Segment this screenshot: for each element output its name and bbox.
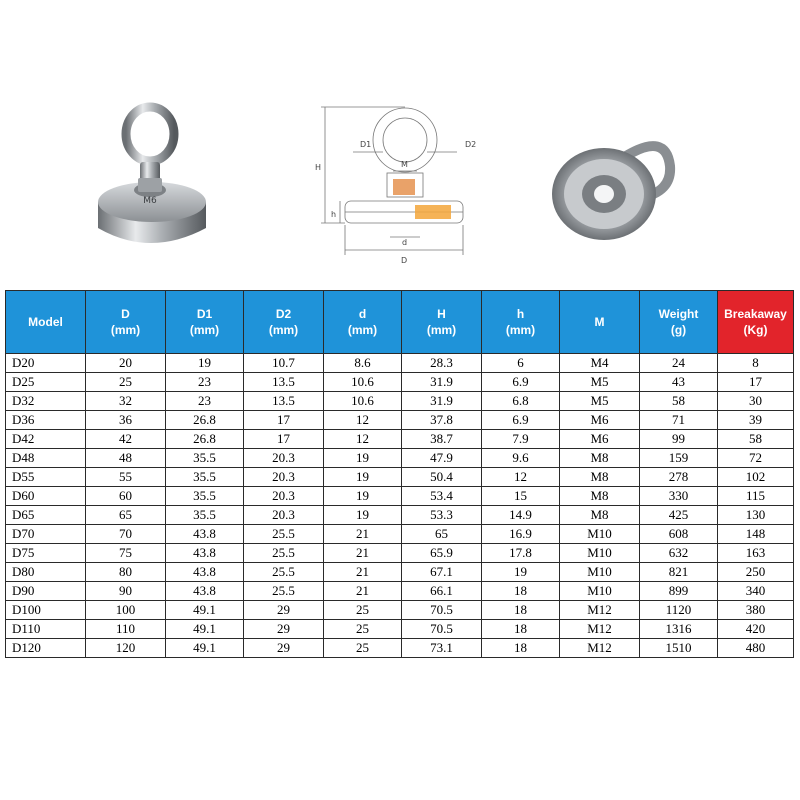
table-cell: 23 xyxy=(166,392,244,411)
label-h-base: h xyxy=(331,210,337,219)
column-header-label: M xyxy=(594,314,605,329)
table-cell: 130 xyxy=(718,506,794,525)
table-cell: 30 xyxy=(718,392,794,411)
table-cell: 6 xyxy=(482,354,560,373)
table-row xyxy=(6,620,794,639)
table-cell: 420 xyxy=(718,620,794,639)
table-cell: 39 xyxy=(718,411,794,430)
column-header-label: D2 xyxy=(275,306,292,321)
table-cell: 19 xyxy=(166,354,244,373)
table-cell: 20.3 xyxy=(244,449,324,468)
table-cell: 65 xyxy=(402,525,482,544)
table-cell: 899 xyxy=(640,582,718,601)
column-header-label: d xyxy=(358,306,367,321)
table-cell: 480 xyxy=(718,639,794,658)
table-row xyxy=(6,582,794,601)
table-cell: 71 xyxy=(640,411,718,430)
column-header-unit: (mm) xyxy=(110,323,141,337)
model-cell: D100 xyxy=(6,601,86,620)
table-cell: 632 xyxy=(640,544,718,563)
model-cell: D32 xyxy=(6,392,86,411)
table-cell: 29 xyxy=(244,601,324,620)
table-row xyxy=(6,506,794,525)
table-cell: 21 xyxy=(324,563,402,582)
model-cell: D60 xyxy=(6,487,86,506)
table-cell: 31.9 xyxy=(402,373,482,392)
table-cell: 7.9 xyxy=(482,430,560,449)
table-cell: 35.5 xyxy=(166,468,244,487)
column-header-h xyxy=(402,291,482,354)
table-cell: M12 xyxy=(560,601,640,620)
table-cell: 14.9 xyxy=(482,506,560,525)
table-cell: 47.9 xyxy=(402,449,482,468)
table-cell: 65.9 xyxy=(402,544,482,563)
table-cell: 58 xyxy=(718,430,794,449)
table-cell: 55 xyxy=(86,468,166,487)
table-cell: 6.9 xyxy=(482,411,560,430)
table-cell: 24 xyxy=(640,354,718,373)
table-cell: 60 xyxy=(86,487,166,506)
table-cell: 15 xyxy=(482,487,560,506)
model-cell: D65 xyxy=(6,506,86,525)
model-cell: D120 xyxy=(6,639,86,658)
table-cell: 18 xyxy=(482,620,560,639)
table-row xyxy=(6,601,794,620)
table-cell: M12 xyxy=(560,639,640,658)
column-header-m xyxy=(560,291,640,354)
table-cell: 18 xyxy=(482,639,560,658)
column-header-weight xyxy=(640,291,718,354)
table-cell: M6 xyxy=(560,411,640,430)
table-row xyxy=(6,392,794,411)
table-cell: 35.5 xyxy=(166,506,244,525)
table-cell: 21 xyxy=(324,582,402,601)
table-cell: M10 xyxy=(560,525,640,544)
table-cell: 12 xyxy=(482,468,560,487)
table-cell: 25 xyxy=(324,620,402,639)
table-row xyxy=(6,639,794,658)
column-header-unit: (mm) xyxy=(189,323,220,337)
table-cell: 120 xyxy=(86,639,166,658)
column-header-label: H xyxy=(437,306,446,321)
table-cell: 66.1 xyxy=(402,582,482,601)
table-row xyxy=(6,354,794,373)
table-cell: M8 xyxy=(560,449,640,468)
table-cell: 72 xyxy=(718,449,794,468)
column-header-unit: (mm) xyxy=(505,323,536,337)
table-cell: 20.3 xyxy=(244,468,324,487)
column-header-label: h xyxy=(516,306,525,321)
table-cell: 159 xyxy=(640,449,718,468)
label-d2: D2 xyxy=(465,140,477,149)
column-header-h xyxy=(482,291,560,354)
table-cell: 70.5 xyxy=(402,620,482,639)
table-cell: 21 xyxy=(324,544,402,563)
table-cell: 19 xyxy=(324,449,402,468)
column-header-d1 xyxy=(166,291,244,354)
table-cell: M6 xyxy=(560,430,640,449)
table-cell: 20.3 xyxy=(244,506,324,525)
column-header-breakaway xyxy=(718,291,794,354)
dimension-drawing xyxy=(305,95,500,275)
table-cell: 18 xyxy=(482,601,560,620)
table-cell: 19 xyxy=(482,563,560,582)
table-cell: M10 xyxy=(560,544,640,563)
model-cell: D42 xyxy=(6,430,86,449)
column-header-d2 xyxy=(244,291,324,354)
table-cell: 25.5 xyxy=(244,525,324,544)
table-cell: 17 xyxy=(718,373,794,392)
table-cell: 20.3 xyxy=(244,487,324,506)
table-cell: 53.3 xyxy=(402,506,482,525)
table-cell: 10.6 xyxy=(324,373,402,392)
table-cell: 43 xyxy=(640,373,718,392)
model-cell: D36 xyxy=(6,411,86,430)
table-cell: 36 xyxy=(86,411,166,430)
table-row xyxy=(6,411,794,430)
table-cell: 67.1 xyxy=(402,563,482,582)
table-cell: 73.1 xyxy=(402,639,482,658)
table-cell: 148 xyxy=(718,525,794,544)
label-m: M xyxy=(401,160,408,169)
table-cell: M8 xyxy=(560,468,640,487)
table-cell: 330 xyxy=(640,487,718,506)
table-row xyxy=(6,468,794,487)
table-cell: 49.1 xyxy=(166,601,244,620)
table-cell: 35.5 xyxy=(166,449,244,468)
table-cell: 115 xyxy=(718,487,794,506)
table-cell: 32 xyxy=(86,392,166,411)
column-header-label: Breakaway xyxy=(724,306,787,321)
table-cell: 100 xyxy=(86,601,166,620)
table-row xyxy=(6,430,794,449)
model-cell: D110 xyxy=(6,620,86,639)
table-cell: M5 xyxy=(560,392,640,411)
table-row xyxy=(6,525,794,544)
table-cell: 278 xyxy=(640,468,718,487)
table-cell: M8 xyxy=(560,506,640,525)
model-cell: D90 xyxy=(6,582,86,601)
magnet-photo-front xyxy=(92,100,212,260)
table-cell: 380 xyxy=(718,601,794,620)
table-cell: 10.6 xyxy=(324,392,402,411)
table-cell: 21 xyxy=(324,525,402,544)
table-cell: 17 xyxy=(244,411,324,430)
table-cell: M5 xyxy=(560,373,640,392)
model-cell: D75 xyxy=(6,544,86,563)
table-cell: 43.8 xyxy=(166,563,244,582)
table-cell: 12 xyxy=(324,411,402,430)
column-header-unit: (mm) xyxy=(347,323,378,337)
table-cell: 110 xyxy=(86,620,166,639)
model-cell: D25 xyxy=(6,373,86,392)
table-cell: 10.7 xyxy=(244,354,324,373)
table-cell: 163 xyxy=(718,544,794,563)
table-cell: 1120 xyxy=(640,601,718,620)
table-cell: 70 xyxy=(86,525,166,544)
table-cell: 12 xyxy=(324,430,402,449)
model-cell: D70 xyxy=(6,525,86,544)
column-header-label: Model xyxy=(28,314,63,329)
table-cell: 6.9 xyxy=(482,373,560,392)
table-cell: 65 xyxy=(86,506,166,525)
column-header-unit: (mm) xyxy=(268,323,299,337)
table-cell: 23 xyxy=(166,373,244,392)
table-cell: 8 xyxy=(718,354,794,373)
table-cell: 19 xyxy=(324,487,402,506)
table-cell: 31.9 xyxy=(402,392,482,411)
table-row xyxy=(6,449,794,468)
table-cell: M12 xyxy=(560,620,640,639)
table-cell: 102 xyxy=(718,468,794,487)
model-cell: D55 xyxy=(6,468,86,487)
table-cell: 53.4 xyxy=(402,487,482,506)
table-cell: 18 xyxy=(482,582,560,601)
table-cell: 80 xyxy=(86,563,166,582)
column-header-model xyxy=(6,291,86,354)
table-cell: 25.5 xyxy=(244,544,324,563)
table-cell: 13.5 xyxy=(244,392,324,411)
table-cell: 425 xyxy=(640,506,718,525)
column-header-d xyxy=(86,291,166,354)
product-figures xyxy=(0,0,800,290)
table-cell: 48 xyxy=(86,449,166,468)
table-cell: 6.8 xyxy=(482,392,560,411)
column-header-unit: (Kg) xyxy=(743,323,768,337)
table-cell: 17 xyxy=(244,430,324,449)
table-cell: 17.8 xyxy=(482,544,560,563)
column-header-unit: (g) xyxy=(670,323,687,337)
table-row xyxy=(6,544,794,563)
column-header-label: D xyxy=(121,306,130,321)
table-cell: 1316 xyxy=(640,620,718,639)
photo-stamp: M6 xyxy=(143,196,157,206)
table-cell: 43.8 xyxy=(166,582,244,601)
label-d1: D1 xyxy=(360,140,372,149)
table-body xyxy=(6,354,794,658)
table-cell: 16.9 xyxy=(482,525,560,544)
table-cell: 25.5 xyxy=(244,563,324,582)
table-cell: 608 xyxy=(640,525,718,544)
table-cell: 821 xyxy=(640,563,718,582)
table-header-row xyxy=(6,291,794,354)
table-cell: M10 xyxy=(560,563,640,582)
model-cell: D48 xyxy=(6,449,86,468)
table-cell: 70.5 xyxy=(402,601,482,620)
table-cell: 26.8 xyxy=(166,430,244,449)
table-cell: 75 xyxy=(86,544,166,563)
column-header-d xyxy=(324,291,402,354)
table-cell: 35.5 xyxy=(166,487,244,506)
table-cell: 50.4 xyxy=(402,468,482,487)
table-cell: 19 xyxy=(324,506,402,525)
table-cell: 38.7 xyxy=(402,430,482,449)
table-cell: 20 xyxy=(86,354,166,373)
table-cell: 1510 xyxy=(640,639,718,658)
magnet-photo-back xyxy=(548,128,676,248)
table-cell: 37.8 xyxy=(402,411,482,430)
table-cell: 28.3 xyxy=(402,354,482,373)
label-h-total: H xyxy=(315,163,322,172)
table-row xyxy=(6,563,794,582)
table-cell: 8.6 xyxy=(324,354,402,373)
table-cell: M8 xyxy=(560,487,640,506)
table-cell: M4 xyxy=(560,354,640,373)
table-cell: 25 xyxy=(324,601,402,620)
table-cell: 26.8 xyxy=(166,411,244,430)
table-cell: 58 xyxy=(640,392,718,411)
table-cell: 13.5 xyxy=(244,373,324,392)
column-header-unit: (mm) xyxy=(426,323,457,337)
label-d-outer: D xyxy=(401,256,408,265)
table-cell: M10 xyxy=(560,582,640,601)
label-d-inner: d xyxy=(402,238,408,247)
table-cell: 90 xyxy=(86,582,166,601)
table-cell: 43.8 xyxy=(166,544,244,563)
specification-table xyxy=(5,290,794,658)
table-cell: 25 xyxy=(86,373,166,392)
table-cell: 29 xyxy=(244,639,324,658)
model-cell: D20 xyxy=(6,354,86,373)
table-cell: 19 xyxy=(324,468,402,487)
column-header-label: D1 xyxy=(196,306,213,321)
table-cell: 42 xyxy=(86,430,166,449)
table-cell: 99 xyxy=(640,430,718,449)
table-cell: 25 xyxy=(324,639,402,658)
table-row xyxy=(6,373,794,392)
table-cell: 49.1 xyxy=(166,620,244,639)
table-cell: 49.1 xyxy=(166,639,244,658)
table-cell: 25.5 xyxy=(244,582,324,601)
table-cell: 250 xyxy=(718,563,794,582)
model-cell: D80 xyxy=(6,563,86,582)
column-header-label: Weight xyxy=(658,306,699,321)
table-row xyxy=(6,487,794,506)
table-cell: 29 xyxy=(244,620,324,639)
table-cell: 340 xyxy=(718,582,794,601)
table-cell: 43.8 xyxy=(166,525,244,544)
table-cell: 9.6 xyxy=(482,449,560,468)
